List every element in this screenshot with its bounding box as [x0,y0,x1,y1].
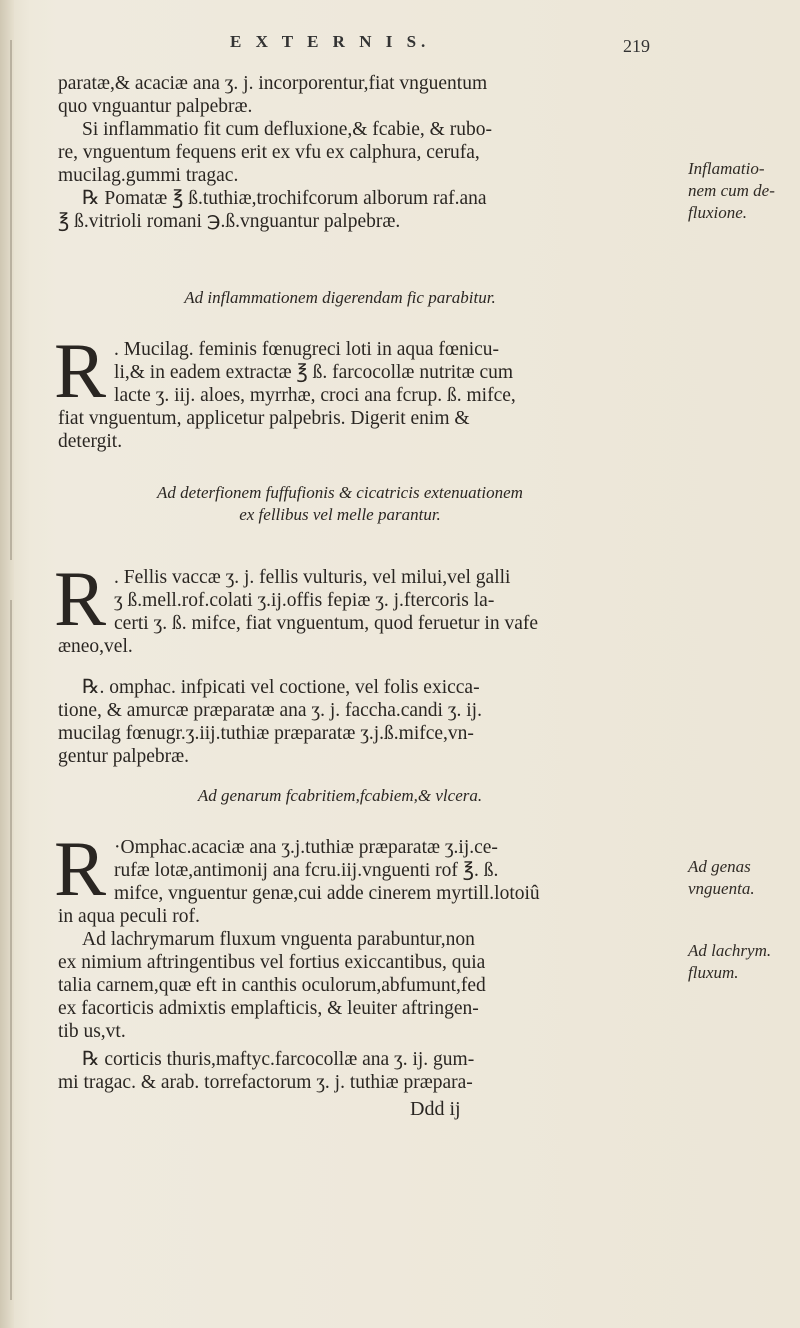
margin-note-lachrym [688,940,800,984]
text-line: ·Omphac.acaciæ ana ʒ.j.tuthiæ præparatæ ʒ.ij.ce- [114,837,498,858]
text-line: Ad lachrymarum fluxum vnguenta parabuntur,non [82,929,475,950]
text-line: . Mucilag. feminis fœnugreci loti in aqua fœnicu- [114,339,500,360]
text-line: mifce, vnguentur genæ,cui adde cinerem myrtill.lotoiû [114,883,540,904]
margin-line: nem cum de- [688,181,775,200]
margin-line: Inflamatio- [688,159,765,178]
section-heading-3: Ad genarum fcabritiem,fcabiem,& vlcera. [197,786,483,805]
text-line: ℞ Pomatæ ℥ ß.tuthiæ,trochifcorum alborum raf.ana [82,188,487,209]
margin-line: fluxione. [688,203,748,222]
text-line: mi tragac. & arab. torrefactorum ʒ. j. tuthiæ præpara- [58,1072,473,1093]
paragraph-3 [54,555,630,658]
text-line: ex nimium aftringentibus vel fortius exiccantibus, quia [58,952,486,973]
text-line: certi ʒ. ß. mifce, fiat vnguentum, quod feruetur in vafe [114,613,538,634]
running-head: E X T E R N I S. [230,32,431,51]
page-header [230,32,650,62]
text-line: talia carnem,quæ eft in canthis oculorum,abfumunt,fed [58,975,486,996]
text-line: æneo,vel. [58,636,133,657]
paragraph-7 [58,1048,630,1094]
text-line: detergit. [58,431,123,452]
margin-line: vnguenta. [688,879,755,898]
text-line: ʒ ß.mell.rof.colati ʒ.ij.offis fepiæ ʒ. j.ftercoris la- [114,590,495,611]
paragraph-1 [58,72,630,233]
text-line: li,& in eadem extractæ ℥ ß. farcocollæ nutritæ cum [114,362,514,383]
heading-line: ex fellibus vel melle parantur. [239,505,441,524]
text-line: ex facorticis admixtis emplafticis, & leuiter aftringen- [58,998,479,1019]
binding-shadow-lower [10,600,12,1300]
text-line: . Fellis vaccæ ʒ. j. fellis vulturis, vel milui,vel galli [114,567,511,588]
text-line: Si inflammatio fit cum defluxione,& fcabie, & rubo- [82,119,492,140]
drop-cap: R [54,327,107,414]
margin-note-genas [688,856,800,900]
paragraph-5 [54,825,630,928]
margin-line: Ad lachrym. [688,941,772,960]
text-line: re, vnguentum fequens erit ex vfu ex calphura, cerufa, [58,142,480,163]
text-line: fiat vnguentum, applicetur palpebris. Digerit enim & [58,408,470,429]
margin-line: fluxum. [688,963,739,982]
drop-cap: R [54,825,107,912]
binding-shadow [10,40,12,560]
text-line: paratæ,& acaciæ ana ʒ. j. incorporentur,fiat vnguentum [58,73,488,94]
drop-cap: R [54,555,107,642]
text-line: mucilag.gummi tragac. [58,165,239,186]
section-heading-2 [40,482,640,526]
paragraph-6 [58,928,630,1043]
text-line: tib us,vt. [58,1021,126,1042]
margin-note-inflammation [688,158,800,224]
text-line: ℞ corticis thuris,maftyc.farcocollæ ana ʒ. ij. gum- [82,1049,475,1070]
text-line: ℞. omphac. infpicati vel coctione, vel folis exicca- [82,677,480,698]
text-line: tione, & amurcæ præparatæ ana ʒ. j. faccha.candi ʒ. ij. [58,700,482,721]
section-heading-1: Ad inflammationem digerendam fic parabitur. [184,288,496,307]
signature-mark: Ddd ij [410,1098,461,1120]
text-line: mucilag fœnugr.ʒ.iij.tuthiæ præparatæ ʒ.j.ß.mifce,vn- [58,723,474,744]
text-line: quo vnguantur palpebræ. [58,96,253,117]
heading-line: Ad deterfionem fuffufionis & cicatricis extenuationem [157,483,523,502]
text-line: ℥ ß.vitrioli romani ℈.ß.vnguantur palpebræ. [58,211,401,232]
page-number: 219 [623,36,650,56]
margin-line: Ad genas [688,857,751,876]
text-line: in aqua peculi rof. [58,906,200,927]
paragraph-2 [54,327,630,453]
text-line: lacte ʒ. iij. aloes, myrrhæ, croci ana fcrup. ß. mifce, [114,385,516,406]
text-line: rufæ lotæ,antimonij ana fcru.iij.vnguenti rof ℥. ß. [114,860,499,881]
text-line: gentur palpebræ. [58,746,190,767]
paragraph-4 [58,676,630,768]
